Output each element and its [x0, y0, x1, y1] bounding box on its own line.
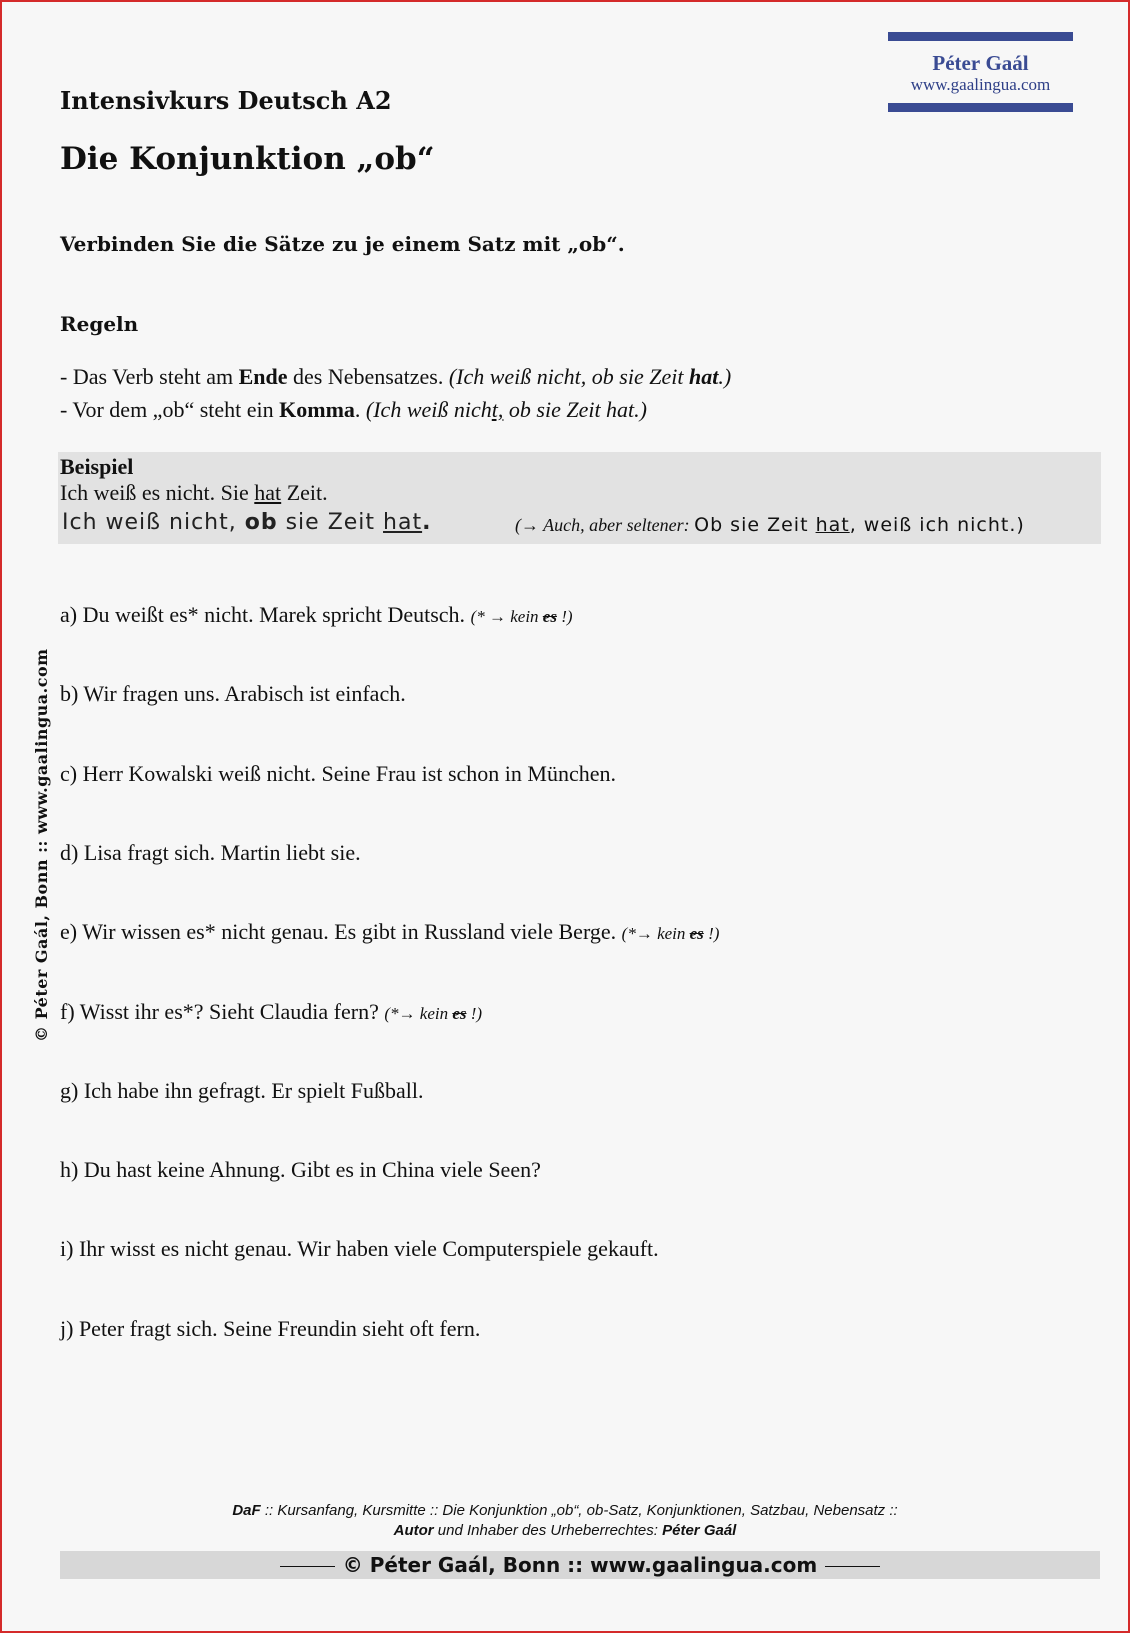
task-c: c) Herr Kowalski weiß nicht. Seine Frau ist schon in München.	[60, 761, 616, 786]
example-alternative-note: (→ Auch, aber seltener: Ob sie Zeit hat, weiß ich nicht.)	[515, 514, 1025, 536]
page-title: Die Konjunktion „ob“	[60, 141, 435, 177]
logo-bar-bottom	[888, 103, 1073, 112]
side-copyright: © Péter Gaál, Bonn :: www.gaalingua.com	[32, 648, 51, 1042]
exercise-instruction: Verbinden Sie die Sätze zu je einem Satz mit „ob“.	[60, 232, 625, 256]
example-box	[58, 452, 1101, 544]
rules-heading: Regeln	[60, 312, 139, 336]
task-f: f) Wisst ihr es*? Sieht Claudia fern? (*→ kein es !)	[60, 999, 483, 1024]
task-b: b) Wir fragen uns. Arabisch ist einfach.	[60, 681, 406, 706]
logo-url: www.gaalingua.com	[910, 75, 1051, 94]
example-answer: Ich weiß nicht, ob sie Zeit hat.	[62, 510, 432, 535]
task-j: j) Peter fragt sich. Seine Freundin sieht oft fern.	[60, 1316, 481, 1341]
logo-bar-top	[888, 32, 1073, 41]
footer-copyright-bar	[60, 1551, 1100, 1579]
task-e: e) Wir wissen es* nicht genau. Es gibt in Russland viele Berge. (*→ kein es !)	[60, 919, 720, 944]
brand-logo	[888, 32, 1073, 118]
task-d: d) Lisa fragt sich. Martin liebt sie.	[60, 840, 361, 865]
footer-copyright-text: © Péter Gaál, Bonn :: www.gaalingua.com	[342, 1553, 818, 1577]
task-h: h) Du hast keine Ahnung. Gibt es in China viele Seen?	[60, 1157, 541, 1182]
course-title: Intensivkurs Deutsch A2	[60, 86, 392, 115]
example-heading: Beispiel	[60, 454, 134, 479]
task-g: g) Ich habe ihn gefragt. Er spielt Fußball.	[60, 1078, 424, 1103]
task-a: a) Du weißt es* nicht. Marek spricht Deutsch. (* → kein es !)	[60, 602, 573, 627]
footer-author: Autor und Inhaber des Urheberrechtes: Péter Gaál	[393, 1522, 737, 1539]
footer-keywords: DaF :: Kursanfang, Kursmitte :: Die Konjunktion „ob“, ob-Satz, Konjunktionen, Satzbau, Nebensatz ::	[232, 1502, 898, 1519]
task-i: i) Ihr wisst es nicht genau. Wir haben viele Computerspiele gekauft.	[60, 1236, 659, 1261]
rule-verb-position: - Das Verb steht am Ende des Nebensatzes. (Ich weiß nicht, ob sie Zeit hat.)	[60, 364, 732, 389]
logo-author-name: Péter Gaál	[932, 51, 1029, 75]
example-given: Ich weiß es nicht. Sie hat Zeit.	[60, 480, 328, 505]
rule-comma: - Vor dem „ob“ steht ein Komma. (Ich weiß nicht, ob sie Zeit hat.)	[60, 397, 647, 422]
